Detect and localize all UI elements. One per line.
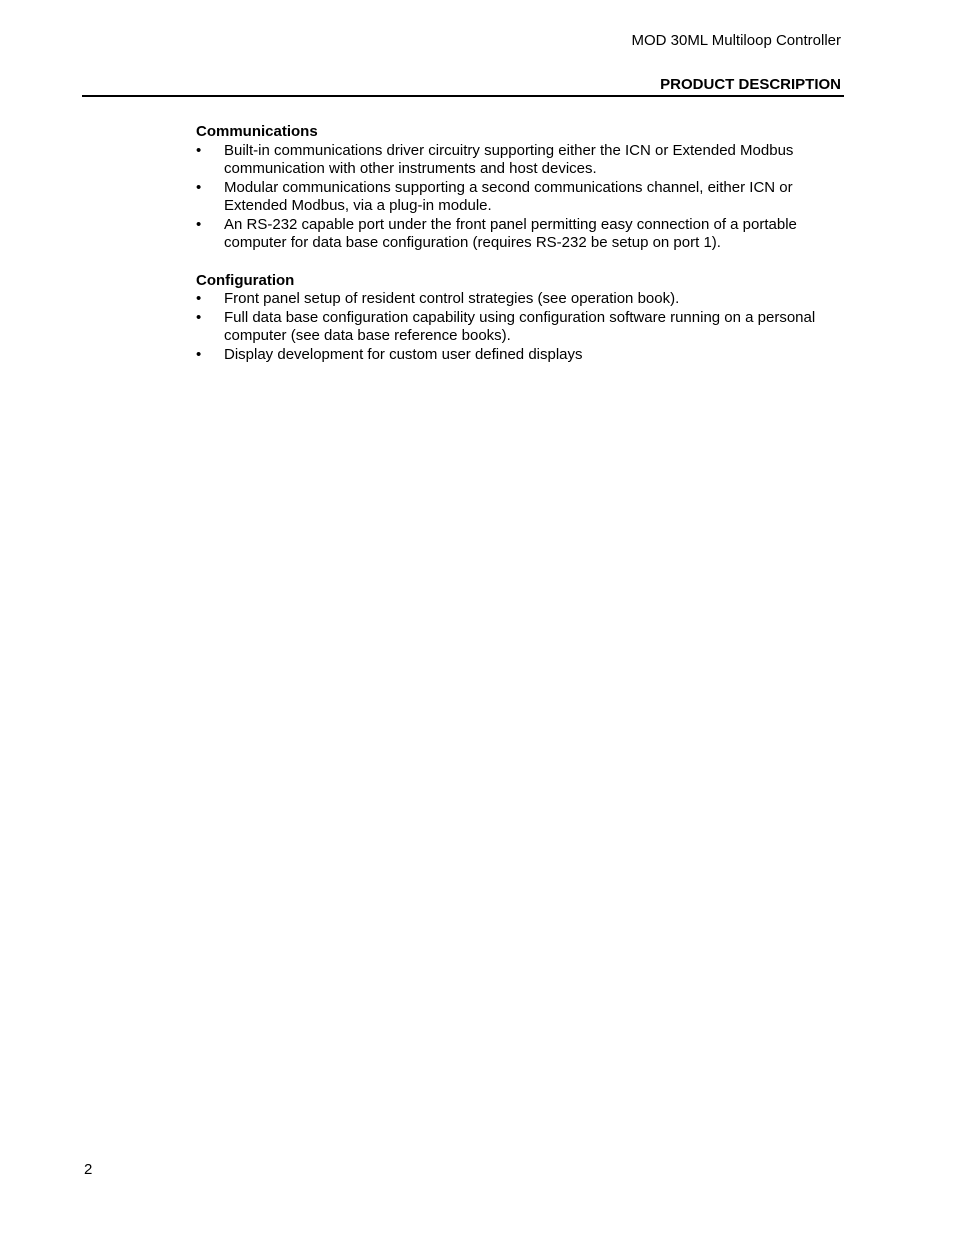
- bullet-icon: •: [196, 345, 202, 363]
- section-header: PRODUCT DESCRIPTION: [660, 76, 841, 93]
- document-title: MOD 30ML Multiloop Controller: [631, 32, 841, 49]
- bullet-icon: •: [196, 178, 202, 196]
- bullet-icon: •: [196, 290, 202, 307]
- bullet-icon: •: [196, 215, 202, 233]
- page-content: [196, 123, 846, 364]
- list-item-text: Full data base configuration capability using configuration software running on a personal computer (see data base reference books).: [224, 308, 816, 344]
- list-item-text: Front panel setup of resident control strategies (see operation book).: [224, 290, 680, 307]
- list-item: [196, 290, 846, 309]
- bullet-list: [196, 142, 846, 253]
- bullet-icon: •: [196, 308, 202, 326]
- bullet-list: [196, 290, 846, 364]
- list-item-text: Modular communications supporting a second communications channel, either ICN or Extended Modbus, via a plug-in module.: [224, 178, 793, 214]
- list-item: [196, 309, 846, 346]
- list-item-text: Built-in communications driver circuitry supporting either the ICN or Extended Modbus communication with other instruments and host devices.: [224, 141, 794, 177]
- bullet-icon: •: [196, 141, 202, 159]
- section-heading: Communications: [196, 123, 318, 140]
- configuration-section: [196, 272, 846, 365]
- list-item-text: Display development for custom user defined displays: [224, 345, 583, 363]
- page-number: 2: [84, 1161, 93, 1178]
- list-item: [196, 216, 846, 253]
- list-item: [196, 346, 846, 365]
- header-divider: [82, 95, 844, 97]
- list-item-text: An RS-232 capable port under the front panel permitting easy connection of a portable computer for data base configuration (requires RS-232 be setup on port 1).: [224, 215, 797, 251]
- section-heading: Configuration: [196, 271, 295, 289]
- list-item: [196, 179, 846, 216]
- communications-section: [196, 123, 846, 253]
- list-item: [196, 142, 846, 179]
